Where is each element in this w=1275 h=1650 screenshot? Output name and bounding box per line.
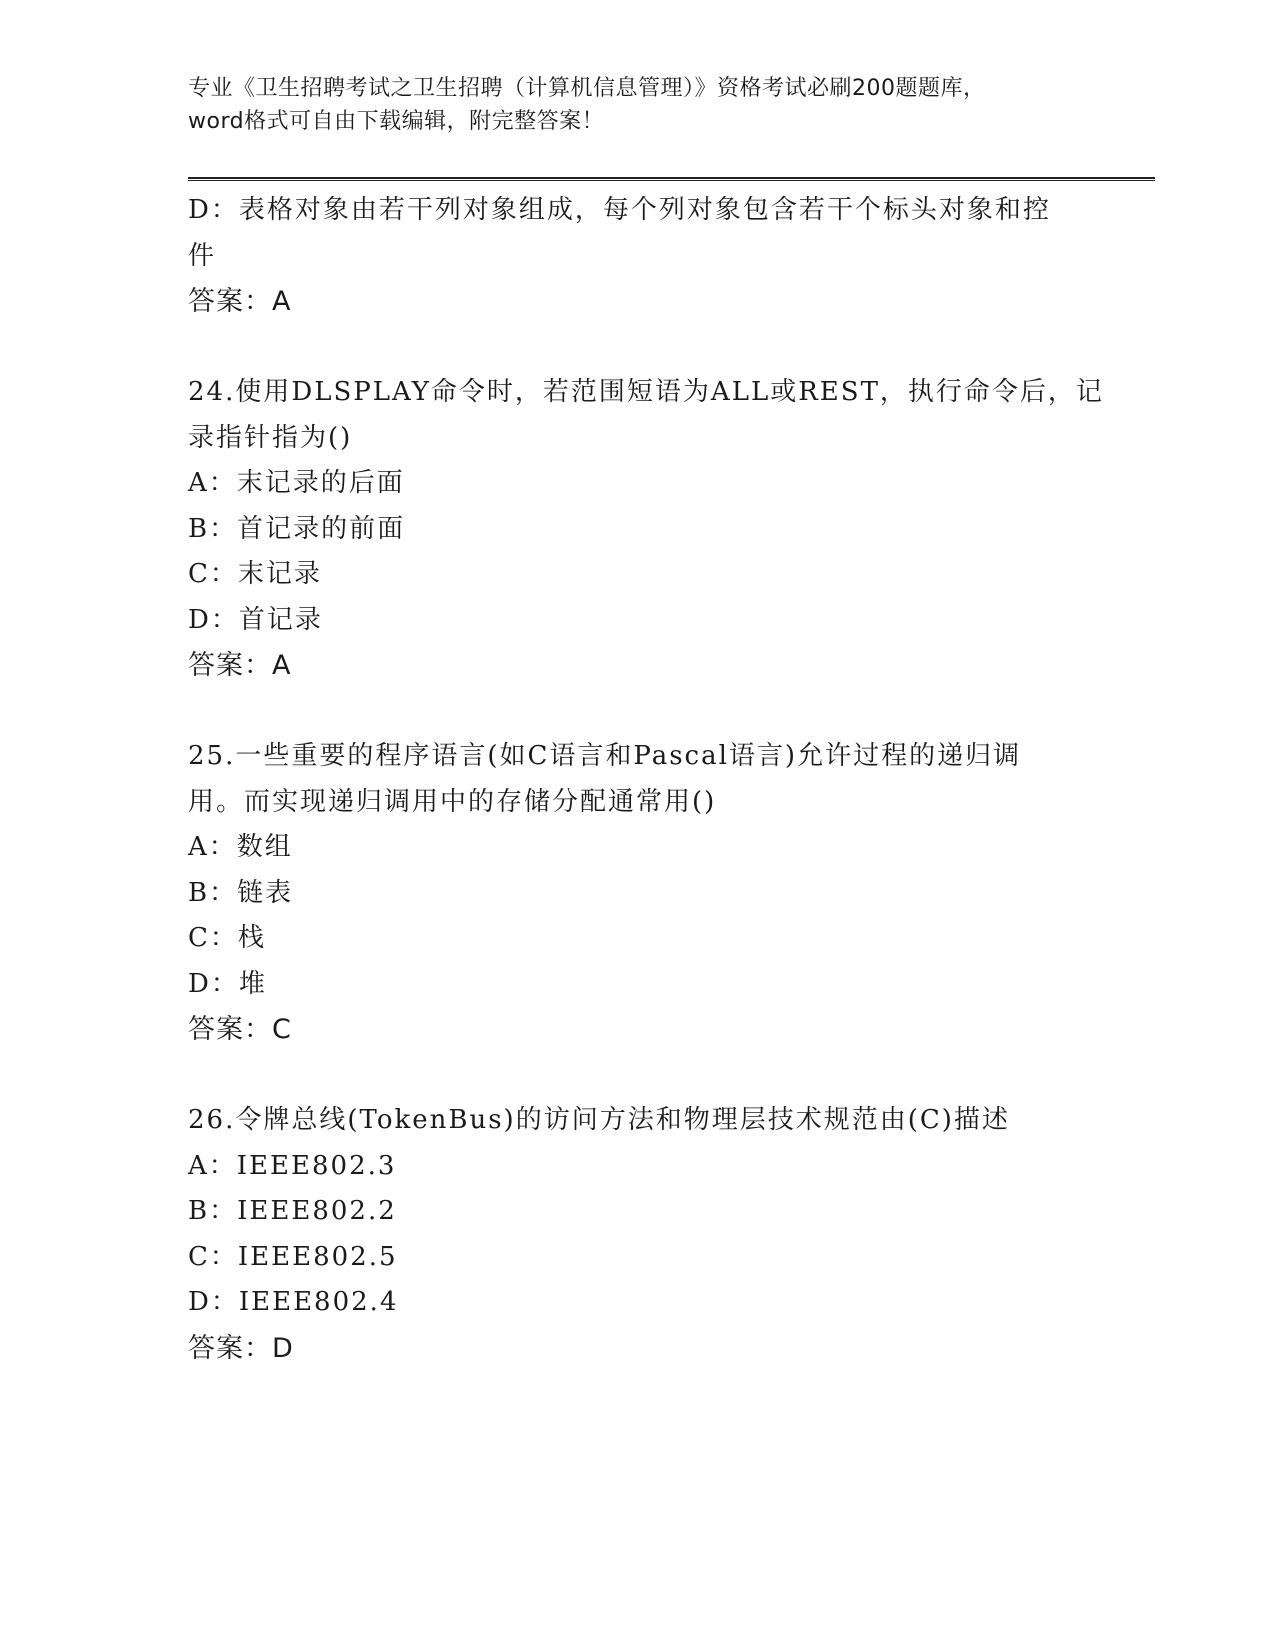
spacer	[188, 1053, 1088, 1099]
spacer	[188, 689, 1088, 735]
header-title-line-1: 专业《卫生招聘考试之卫生招聘（计算机信息管理）》资格考试必刷200题题库，	[188, 76, 986, 101]
question-content	[188, 188, 1104, 1371]
question-25	[188, 734, 1088, 1053]
question-stem-wrap: 用。而实现递归调用中的存储分配通常用()	[188, 786, 717, 817]
option-b: B：链表	[188, 877, 294, 908]
answer: 答案：A	[188, 650, 292, 681]
option-a: A：末记录的后面	[188, 468, 405, 498]
option-d: D：表格对象由若干列对象组成，每个列对象包含若干个标头对象和控	[188, 195, 1051, 225]
option-d: D：首记录	[188, 604, 323, 635]
option-a: A：IEEE802.3	[188, 1150, 397, 1181]
option-d: D：IEEE802.4	[188, 1287, 399, 1317]
option-b: B：IEEE802.2	[188, 1196, 397, 1226]
answer: 答案：D	[188, 1332, 294, 1364]
question-stem: 25.一些重要的程序语言(如C语言和Pascal语言)允许过程的递归调	[188, 741, 1022, 771]
option-d: D：堆	[188, 968, 267, 999]
question-stem: 24.使用DLSPLAY命令时，若范围短语为ALL或REST，执行命令后，记	[188, 377, 1104, 407]
option-c: C：栈	[188, 923, 266, 953]
option-a: A：数组	[188, 832, 293, 862]
option-d-wrap: 件	[188, 240, 217, 271]
question-24	[188, 370, 1104, 689]
header-title-line-2: word格式可自由下载编辑，附完整答案！	[188, 109, 605, 134]
document-header	[188, 72, 1088, 138]
question-26	[188, 1098, 1088, 1371]
option-c: C：IEEE802.5	[188, 1241, 398, 1272]
option-c: C：末记录	[188, 559, 322, 589]
spacer	[188, 325, 1088, 371]
question-stem: 26.令牌总线(TokenBus)的访问方法和物理层技术规范由(C)描述	[188, 1105, 1010, 1135]
question-23-continuation	[188, 188, 1088, 325]
answer: 答案：A	[188, 286, 292, 317]
header-divider	[188, 177, 1155, 181]
option-b: B：首记录的前面	[188, 513, 406, 544]
question-stem-wrap: 录指针指为()	[188, 422, 353, 453]
answer: 答案：C	[188, 1014, 292, 1045]
